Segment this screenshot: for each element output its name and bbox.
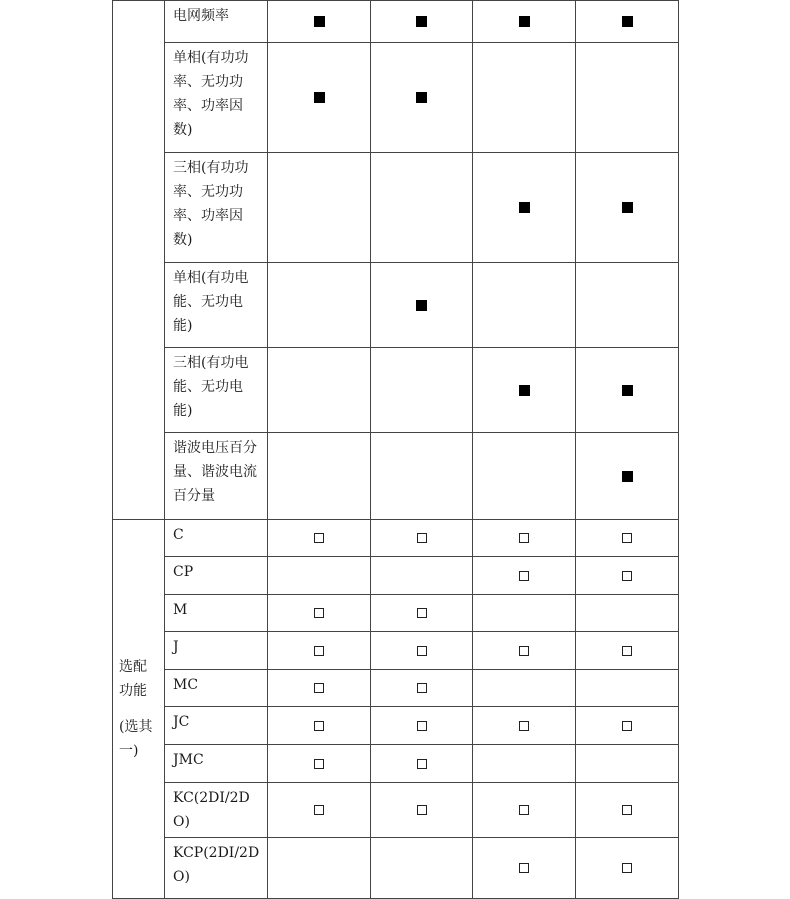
standard-feature-icon	[622, 471, 633, 482]
model-4-cell	[576, 670, 679, 707]
optional-feature-icon	[519, 863, 529, 873]
optional-feature-icon	[314, 805, 324, 815]
table-row	[113, 433, 679, 520]
model-2-cell	[371, 433, 473, 520]
model-2-cell	[371, 783, 473, 838]
model-3-cell	[473, 783, 576, 838]
optional-feature-icon	[622, 721, 632, 731]
table-row	[113, 520, 679, 557]
table-row	[113, 670, 679, 707]
model-4-cell	[576, 348, 679, 433]
model-3-cell	[473, 707, 576, 745]
optional-feature-icon	[519, 721, 529, 731]
model-2-cell	[371, 1, 473, 43]
model-2-cell	[371, 632, 473, 670]
table-row	[113, 838, 679, 899]
optional-feature-icon	[314, 683, 324, 693]
standard-feature-icon	[519, 385, 530, 396]
table-row	[113, 595, 679, 632]
model-1-cell	[268, 595, 371, 632]
model-1-cell	[268, 43, 371, 153]
model-2-cell	[371, 263, 473, 348]
optional-feature-icon	[417, 646, 427, 656]
standard-feature-icon	[622, 202, 633, 213]
table-row	[113, 707, 679, 745]
function-name-cell: CP	[165, 557, 268, 595]
function-name-cell: M	[165, 595, 268, 632]
group-label: 选配功能	[119, 659, 147, 699]
model-2-cell	[371, 520, 473, 557]
model-1-cell	[268, 783, 371, 838]
table-row	[113, 263, 679, 348]
function-name-cell: JC	[165, 707, 268, 745]
function-name-cell: JMC	[165, 745, 268, 783]
group-label-cell	[113, 1, 165, 520]
model-1-cell	[268, 745, 371, 783]
model-4-cell	[576, 745, 679, 783]
model-1-cell	[268, 433, 371, 520]
function-name-cell: C	[165, 520, 268, 557]
model-1-cell	[268, 838, 371, 899]
model-3-cell	[473, 1, 576, 43]
table-row	[113, 1, 679, 43]
model-4-cell	[576, 263, 679, 348]
model-3-cell	[473, 348, 576, 433]
standard-feature-icon	[314, 16, 325, 27]
optional-feature-icon	[622, 533, 632, 543]
table-row	[113, 745, 679, 783]
model-4-cell	[576, 595, 679, 632]
model-3-cell	[473, 632, 576, 670]
model-4-cell	[576, 838, 679, 899]
model-2-cell	[371, 557, 473, 595]
group-sublabel: (选其一)	[119, 719, 153, 759]
model-4-cell	[576, 707, 679, 745]
model-2-cell	[371, 348, 473, 433]
model-3-cell	[473, 153, 576, 263]
function-name-cell: 单相(有功功率、无功功率、功率因数)	[165, 43, 268, 153]
model-4-cell	[576, 632, 679, 670]
standard-feature-icon	[519, 202, 530, 213]
standard-feature-icon	[314, 92, 325, 103]
table-row	[113, 348, 679, 433]
model-3-cell	[473, 520, 576, 557]
function-name-cell: J	[165, 632, 268, 670]
optional-feature-icon	[314, 759, 324, 769]
standard-feature-icon	[622, 16, 633, 27]
model-3-cell	[473, 838, 576, 899]
optional-feature-icon	[417, 533, 427, 543]
optional-feature-icon	[519, 571, 529, 581]
model-3-cell	[473, 670, 576, 707]
model-3-cell	[473, 43, 576, 153]
standard-feature-icon	[416, 300, 427, 311]
model-1-cell	[268, 557, 371, 595]
model-4-cell	[576, 433, 679, 520]
model-1-cell	[268, 707, 371, 745]
optional-feature-icon	[519, 533, 529, 543]
table-row	[113, 632, 679, 670]
function-name-cell: KC(2DI/2DO)	[165, 783, 268, 838]
standard-feature-icon	[519, 16, 530, 27]
function-name-cell: KCP(2DI/2DO)	[165, 838, 268, 899]
model-4-cell	[576, 557, 679, 595]
model-4-cell	[576, 43, 679, 153]
optional-feature-icon	[519, 805, 529, 815]
optional-feature-icon	[417, 721, 427, 731]
model-2-cell	[371, 670, 473, 707]
standard-feature-icon	[416, 16, 427, 27]
model-1-cell	[268, 263, 371, 348]
optional-feature-icon	[622, 805, 632, 815]
function-name-cell: 单相(有功电能、无功电能)	[165, 263, 268, 348]
standard-feature-icon	[416, 92, 427, 103]
optional-feature-icon	[417, 683, 427, 693]
model-2-cell	[371, 153, 473, 263]
table-row	[113, 783, 679, 838]
optional-feature-icon	[417, 805, 427, 815]
model-1-cell	[268, 520, 371, 557]
model-2-cell	[371, 838, 473, 899]
optional-feature-icon	[314, 646, 324, 656]
optional-feature-icon	[417, 608, 427, 618]
model-3-cell	[473, 595, 576, 632]
function-name-cell: 谐波电压百分量、谐波电流百分量	[165, 433, 268, 520]
optional-feature-icon	[417, 759, 427, 769]
optional-feature-icon	[314, 533, 324, 543]
model-4-cell	[576, 783, 679, 838]
model-1-cell	[268, 1, 371, 43]
model-2-cell	[371, 707, 473, 745]
model-1-cell	[268, 670, 371, 707]
model-2-cell	[371, 745, 473, 783]
optional-feature-icon	[314, 721, 324, 731]
optional-feature-icon	[519, 646, 529, 656]
model-1-cell	[268, 153, 371, 263]
table-row	[113, 43, 679, 153]
model-3-cell	[473, 745, 576, 783]
optional-feature-icon	[622, 571, 632, 581]
table-row	[113, 153, 679, 263]
optional-feature-icon	[622, 863, 632, 873]
optional-feature-icon	[314, 608, 324, 618]
function-name-cell: 三相(有功功率、无功功率、功率因数)	[165, 153, 268, 263]
model-1-cell	[268, 632, 371, 670]
group-label-cell	[113, 520, 165, 899]
table-row	[113, 557, 679, 595]
model-1-cell	[268, 348, 371, 433]
function-name-cell: 三相(有功电能、无功电能)	[165, 348, 268, 433]
model-2-cell	[371, 595, 473, 632]
table-body	[113, 1, 679, 899]
function-spec-table	[112, 0, 679, 899]
model-3-cell	[473, 433, 576, 520]
model-4-cell	[576, 1, 679, 43]
model-4-cell	[576, 153, 679, 263]
standard-feature-icon	[622, 385, 633, 396]
optional-feature-icon	[622, 646, 632, 656]
model-2-cell	[371, 43, 473, 153]
model-4-cell	[576, 520, 679, 557]
model-3-cell	[473, 263, 576, 348]
function-name-cell: MC	[165, 670, 268, 707]
function-name-cell: 电网频率	[165, 1, 268, 43]
model-3-cell	[473, 557, 576, 595]
